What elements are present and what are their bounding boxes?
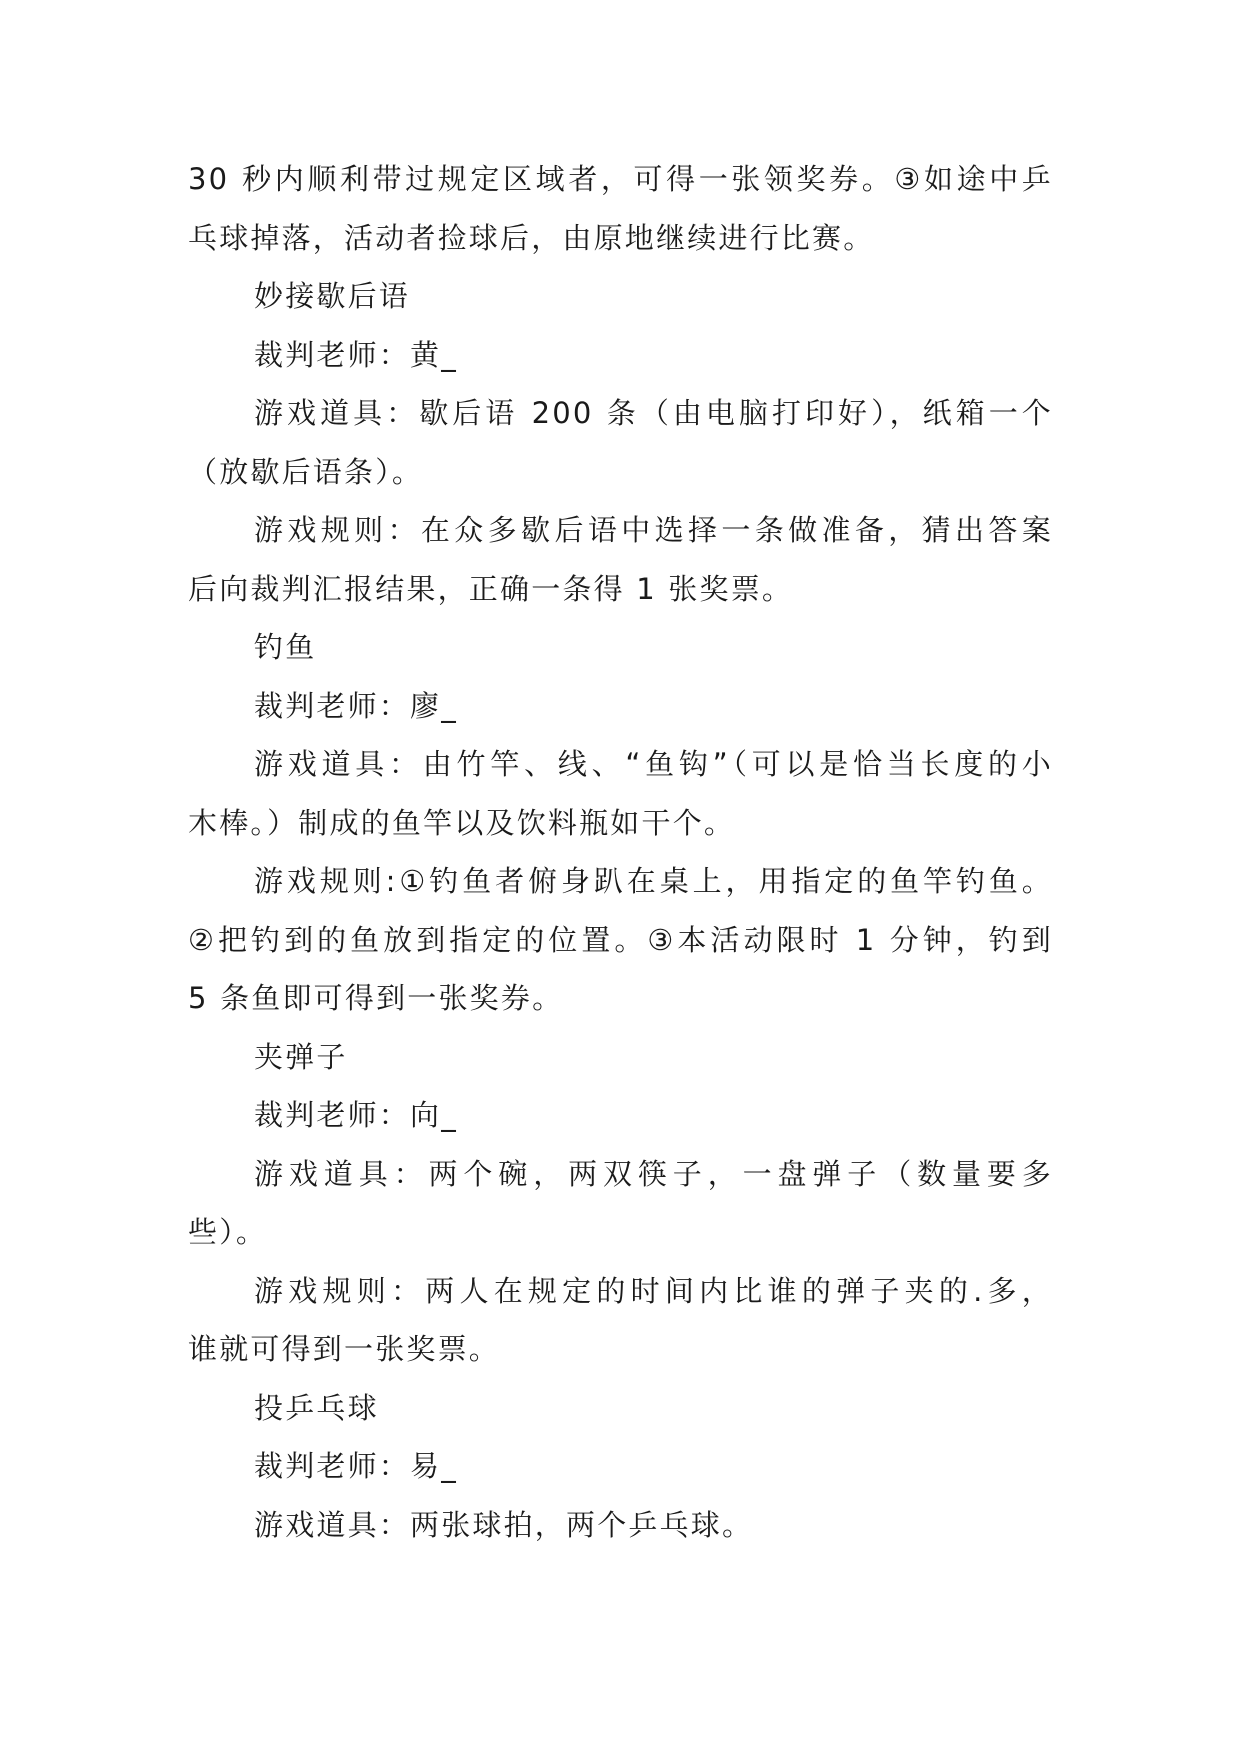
- props-line: 游戏道具：两个碗，两双筷子，一盘弹子（数量要多: [254, 1156, 1053, 1191]
- section-heading: 妙接歇后语: [254, 279, 411, 313]
- referee-line: 裁判老师：易_: [254, 1449, 458, 1483]
- referee-line: 裁判老师：黄_: [254, 337, 458, 372]
- document-body: [188, 150, 1053, 1554]
- text-line: 30 秒内顺利带过规定区域者，可得一张领奖券。③如途中乒: [188, 162, 1053, 196]
- text-line: 些）。: [188, 1215, 268, 1249]
- referee-line: 裁判老师：廖_: [254, 688, 458, 723]
- rules-line: 游戏规则：在众多歇后语中选择一条做准备，猜出答案: [254, 513, 1053, 547]
- section-heading: 夹弹子: [254, 1039, 348, 1074]
- rules-line: 游戏规则：两人在规定的时间内比谁的弹子夹的.多，: [254, 1273, 1053, 1308]
- text-line: 谁就可得到一张奖票。: [188, 1332, 501, 1366]
- referee-line: 裁判老师：向_: [254, 1098, 458, 1132]
- text-line: ②把钓到的鱼放到指定的位置。③本活动限时 1 分钟，钓到: [188, 922, 1053, 957]
- props-line: 游戏道具：两张球拍，两个乒乓球。: [254, 1507, 754, 1542]
- text-line: 木棒。）制成的鱼竿以及饮料瓶如干个。: [188, 805, 736, 840]
- props-line: 游戏道具：歇后语 200 条（由电脑打印好），纸箱一个: [254, 396, 1053, 430]
- text-line: 5 条鱼即可得到一张奖券。: [188, 981, 564, 1015]
- section-heading: 钓鱼: [254, 630, 317, 664]
- section-heading: 投乒乓球: [254, 1390, 379, 1425]
- props-line: 游戏道具：由竹竿、线、“鱼钩”（可以是恰当长度的小: [254, 747, 1053, 781]
- text-line: 乓球掉落，活动者捡球后，由原地继续进行比赛。: [188, 220, 875, 255]
- rules-line: 游戏规则:①钓鱼者俯身趴在桌上，用指定的鱼竿钓鱼。: [254, 864, 1053, 898]
- text-line: （放歇后语条）。: [188, 454, 424, 489]
- text-line: 后向裁判汇报结果，正确一条得 1 张奖票。: [188, 571, 794, 606]
